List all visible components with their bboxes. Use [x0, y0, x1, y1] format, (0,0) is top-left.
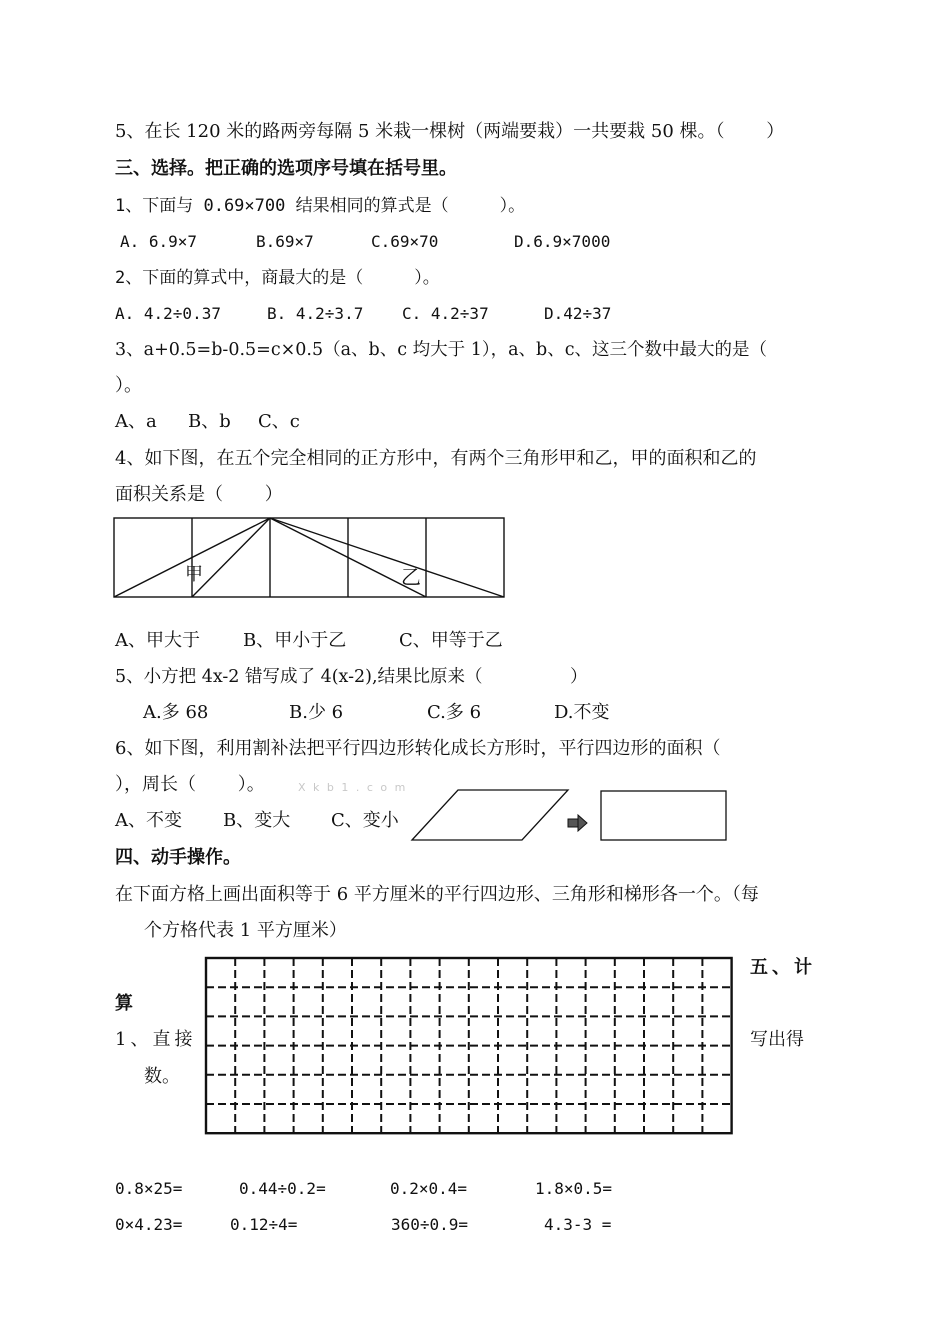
q5-option-d: D.不变 — [554, 702, 610, 723]
choice-question-1: 1、下面与 0.69×700 结果相同的算式是（ ）。 — [115, 196, 526, 216]
calc-item: 0.8×25= — [115, 1179, 183, 1198]
watermark: X k b 1 . c o m — [298, 781, 408, 794]
choice-question-3-line1: 3、a+0.5=b-0.5=c×0.5（a、b、c 均大于 1），a、b、c、这三个数中最大的是（ — [115, 340, 768, 360]
choice-question-4-line1: 4、如下图，在五个完全相同的正方形中，有两个三角形甲和乙，甲的面积和乙的 — [115, 448, 757, 469]
q3-option-a: A、a — [115, 411, 157, 432]
choice-question-2: 2、下面的算式中，商最大的是（ ）。 — [115, 268, 440, 288]
choice-question-6-line2: ），周长（ ）。 — [115, 774, 265, 795]
q5-option-a: A.多 68 — [143, 702, 209, 723]
calc-item: 0.12÷4= — [230, 1215, 298, 1234]
arrow-right-icon — [568, 815, 587, 831]
judge-question-5: 5、在长 120 米的路两旁每隔 5 米栽一棵树（两端要栽）一共要栽 50 棵。（ ） — [115, 121, 785, 142]
section-5-title-part1: 五、计 — [750, 957, 816, 978]
triangle-jia-label: 甲 — [185, 564, 203, 585]
q6-option-a: A、不变 — [115, 810, 182, 831]
calc-item: 0.44÷0.2= — [239, 1179, 326, 1198]
q3-option-c: C、c — [258, 411, 300, 432]
choice-question-6-line1: 6、如下图，利用割补法把平行四边形转化成长方形时，平行四边形的面积（ — [115, 738, 721, 759]
q5-option-c: C.多 6 — [427, 702, 482, 723]
five-squares-figure — [113, 517, 505, 599]
q6-option-b: B、变大 — [223, 810, 291, 831]
calc-item: 360÷0.9= — [391, 1215, 469, 1234]
q2-option-c: C. 4.2÷37 — [402, 304, 489, 323]
rectangle-shape — [601, 791, 726, 840]
triangle-yi-label: 乙 — [401, 565, 421, 589]
calc-item: 0×4.23= — [115, 1215, 183, 1234]
section-4-text-line1: 在下面方格上画出面积等于 6 平方厘米的平行四边形、三角形和梯形各一个。（每 — [115, 884, 759, 905]
q1-option-b: B.69×7 — [256, 232, 314, 251]
section-4-title: 四、动手操作。 — [115, 847, 241, 868]
q6-option-c: C、变小 — [331, 810, 399, 831]
choice-question-5: 5、小方把 4x-2 错写成了 4(x-2),结果比原来（ ） — [115, 667, 588, 687]
parallelogram-shape — [412, 790, 568, 840]
q1-option-d: D.6.9×7000 — [514, 232, 611, 251]
q1-option-c: C.69×70 — [371, 232, 439, 251]
q2-option-d: D.42÷37 — [544, 304, 612, 323]
calc-item: 0.2×0.4= — [390, 1179, 468, 1198]
section-3-title: 三、选择。把正确的选项序号填在括号里。 — [115, 158, 457, 179]
q2-option-a: A. 4.2÷0.37 — [115, 304, 221, 323]
calc-item: 1.8×0.5= — [535, 1179, 613, 1198]
choice-question-3-line2: ）。 — [115, 375, 142, 396]
q3-option-b: B、b — [188, 411, 231, 432]
parallelogram-to-rectangle-figure — [410, 788, 740, 844]
q4-option-a: A、甲大于 — [115, 630, 200, 651]
q2-option-b: B. 4.2÷3.7 — [267, 304, 364, 323]
calc-1-text-part1: 1、直接 — [115, 1029, 197, 1050]
section-5-title-part2: 算 — [115, 993, 133, 1014]
calc-1-text-part3: 数。 — [144, 1066, 180, 1087]
q4-option-c: C、甲等于乙 — [399, 630, 503, 651]
section-4-text-line2: 个方格代表 1 平方厘米） — [144, 920, 347, 941]
drawing-grid[interactable] — [204, 956, 734, 1136]
calc-1-text-part2: 写出得 — [750, 1029, 804, 1050]
calc-item: 4.3-3 = — [544, 1215, 612, 1234]
choice-question-4-line2: 面积关系是（ ） — [115, 484, 283, 505]
q1-option-a: A. 6.9×7 — [120, 232, 198, 251]
q4-option-b: B、甲小于乙 — [243, 630, 347, 651]
q5-option-b: B.少 6 — [289, 702, 344, 723]
